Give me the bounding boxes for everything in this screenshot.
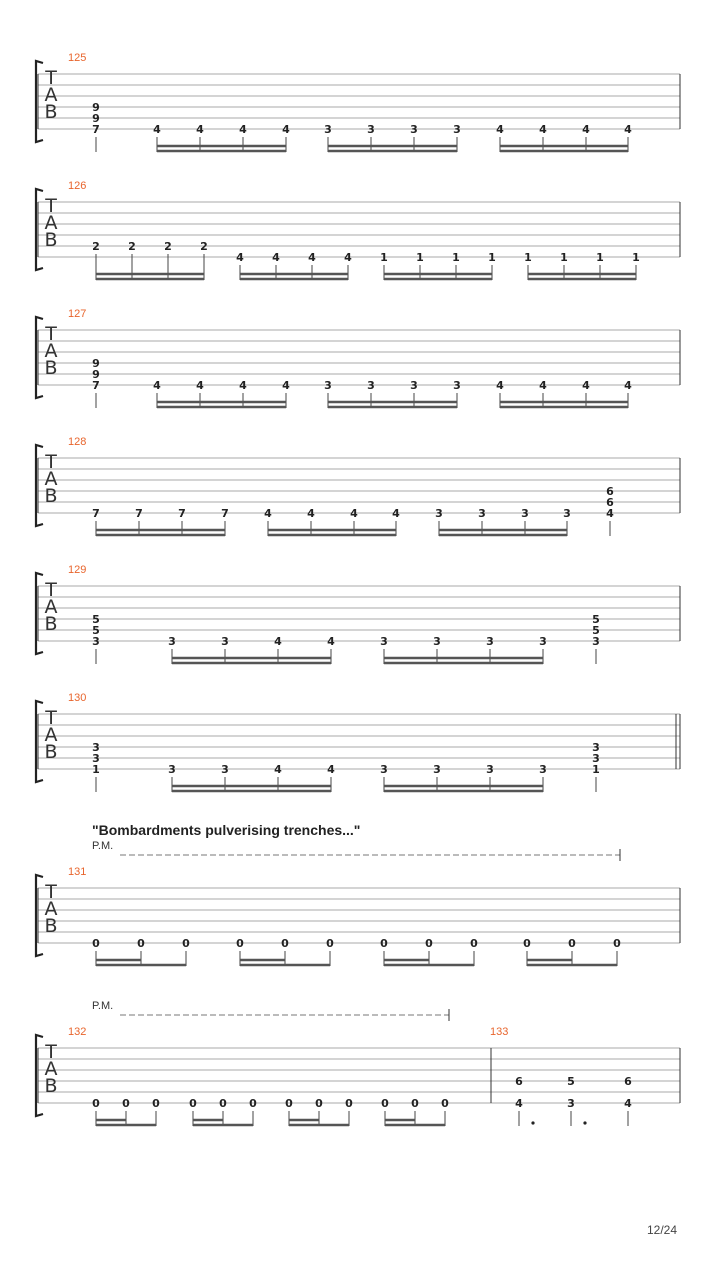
system-bracket [36,1035,43,1116]
fret-number: 4 [274,635,282,648]
fret-number: 3 [435,507,443,520]
fret-number: 3 [539,763,547,776]
fret-number: 0 [189,1097,197,1110]
fret-number: 1 [596,251,604,264]
tab-system [36,866,680,966]
fret-number: 1 [92,763,100,776]
fret-number: 3 [324,379,332,392]
fret-number: 3 [563,507,571,520]
fret-number: 9 [92,368,100,381]
system-bracket [36,61,43,142]
fret-number: 6 [606,496,614,509]
fret-number: 4 [624,1097,632,1110]
tab-clef-letter: T [45,579,57,601]
fret-number: 5 [92,613,100,626]
tab-clef-letter: T [45,707,57,729]
fret-number: 3 [367,123,375,136]
fret-number: 4 [308,251,316,264]
fret-number: 3 [367,379,375,392]
fret-number: 0 [219,1097,227,1110]
system-bracket [36,317,43,398]
measure-number: 130 [68,692,87,704]
rhythm-dot [531,1121,534,1124]
fret-number: 6 [606,485,614,498]
fret-number: 4 [274,763,282,776]
fret-number: 1 [452,251,460,264]
fret-number: 3 [433,635,441,648]
measure-number: 132 [68,1026,87,1038]
fret-number: 4 [153,123,161,136]
fret-number: 3 [221,763,229,776]
fret-number: 0 [568,937,576,950]
fret-number: 4 [196,123,204,136]
measure-number: 129 [68,564,87,576]
fret-number: 4 [496,379,504,392]
fret-number: 4 [196,379,204,392]
fret-number: 0 [345,1097,353,1110]
fret-number: 0 [137,937,145,950]
fret-number: 0 [236,937,244,950]
fret-number: 4 [264,507,272,520]
fret-number: 9 [92,112,100,125]
fret-number: 4 [282,379,290,392]
system-bracket [36,875,43,956]
fret-number: 4 [392,507,400,520]
tab-clef-letter: T [45,323,57,345]
fret-number: 0 [281,937,289,950]
tab-clef-letter: A [44,724,58,746]
tab-clef-letter: A [44,898,58,920]
fret-number: 0 [441,1097,449,1110]
measure-number: 131 [68,866,87,878]
fret-number: 0 [425,937,433,950]
fret-number: 0 [380,937,388,950]
fret-number: 4 [282,123,290,136]
fret-number: 3 [433,763,441,776]
tab-clef-letter: A [44,84,58,106]
fret-number: 2 [92,240,100,253]
fret-number: 2 [200,240,208,253]
fret-number: 4 [239,123,247,136]
tab-clef-letter: B [44,485,58,507]
tab-clef-letter: T [45,195,57,217]
tab-clef-letter: T [45,67,57,89]
fret-number: 4 [327,763,335,776]
tab-clef-letter: A [44,1058,58,1080]
fret-number: 3 [592,752,600,765]
fret-number: 7 [135,507,143,520]
fret-number: 3 [92,752,100,765]
fret-number: 4 [350,507,358,520]
fret-number: 9 [92,101,100,114]
tab-system [36,1026,680,1126]
fret-number: 4 [239,379,247,392]
system-bracket [36,573,43,654]
fret-number: 0 [613,937,621,950]
tab-system [36,436,680,536]
fret-number: 3 [410,379,418,392]
measure-number: 127 [68,308,87,320]
tab-clef-letter: B [44,357,58,379]
fret-number: 7 [92,123,100,136]
fret-number: 6 [624,1075,632,1088]
fret-number: 4 [344,251,352,264]
fret-number: 5 [592,613,600,626]
fret-number: 3 [453,379,461,392]
fret-number: 1 [488,251,496,264]
fret-number: 1 [560,251,568,264]
tab-clef-letter: T [45,451,57,473]
fret-number: 5 [92,624,100,637]
fret-number: 4 [307,507,315,520]
tab-clef-letter: B [44,915,58,937]
measure-number: 133 [490,1026,509,1038]
fret-number: 0 [285,1097,293,1110]
fret-number: 1 [524,251,532,264]
fret-number: 0 [92,1097,100,1110]
fret-number: 7 [92,379,100,392]
tab-clef-letter: B [44,741,58,763]
fret-number: 3 [410,123,418,136]
fret-number: 3 [478,507,486,520]
tab-system [36,692,680,792]
fret-number: 7 [221,507,229,520]
tab-clef-letter: B [44,1075,58,1097]
fret-number: 0 [411,1097,419,1110]
fret-number: 4 [624,123,632,136]
fret-number: 3 [380,763,388,776]
fret-number: 7 [92,507,100,520]
fret-number: 5 [592,624,600,637]
rhythm-dot [583,1121,586,1124]
fret-number: 3 [539,635,547,648]
fret-number: 4 [582,379,590,392]
tab-clef-letter: A [44,340,58,362]
fret-number: 0 [326,937,334,950]
lyric-text: "Bombardments pulverising trenches..." [92,822,361,838]
fret-number: 3 [92,635,100,648]
fret-number: 2 [128,240,136,253]
fret-number: 1 [416,251,424,264]
system-bracket [36,701,43,782]
fret-number: 1 [592,763,600,776]
system-bracket [36,445,43,526]
fret-number: 0 [315,1097,323,1110]
systems-layer [36,52,680,1126]
tab-clef-letter: A [44,212,58,234]
tab-clef-letter: B [44,101,58,123]
tab-clef-letter: B [44,613,58,635]
fret-number: 3 [592,635,600,648]
tab-clef-letter: A [44,596,58,618]
fret-number: 4 [582,123,590,136]
tab-clef-letter: B [44,229,58,251]
tab-system [36,52,680,152]
page-number: 12/24 [646,1223,677,1237]
fret-number: 0 [470,937,478,950]
fret-number: 3 [380,635,388,648]
fret-number: 0 [92,937,100,950]
palm-mute-label: P.M. [92,840,114,852]
fret-number: 6 [515,1075,523,1088]
fret-number: 3 [521,507,529,520]
system-bracket [36,189,43,270]
tab-clef-letter: T [45,881,57,903]
fret-number: 4 [624,379,632,392]
fret-number: 4 [327,635,335,648]
fret-number: 3 [168,635,176,648]
fret-number: 5 [567,1075,575,1088]
fret-number: 4 [272,251,280,264]
fret-number: 3 [486,763,494,776]
tab-clef-letter: A [44,468,58,490]
fret-number: 0 [122,1097,130,1110]
measure-number: 125 [68,52,87,64]
palm-mute-label: P.M. [92,1000,114,1012]
fret-number: 4 [539,379,547,392]
fret-number: 3 [221,635,229,648]
fret-number: 2 [164,240,172,253]
fret-number: 0 [523,937,531,950]
fret-number: 1 [380,251,388,264]
fret-number: 0 [182,937,190,950]
fret-number: 4 [496,123,504,136]
fret-number: 3 [92,741,100,754]
tab-system [36,564,680,664]
tab-system [36,308,680,408]
measure-number: 128 [68,436,87,448]
fret-number: 0 [152,1097,160,1110]
fret-number: 4 [153,379,161,392]
fret-number: 3 [592,741,600,754]
fret-number: 7 [178,507,186,520]
fret-number: 1 [632,251,640,264]
fret-number: 3 [486,635,494,648]
tab-system [36,180,680,280]
fret-number: 0 [249,1097,257,1110]
fret-number: 3 [567,1097,575,1110]
fret-number: 9 [92,357,100,370]
fret-number: 4 [539,123,547,136]
fret-number: 4 [236,251,244,264]
fret-number: 0 [381,1097,389,1110]
fret-number: 4 [606,507,614,520]
fret-number: 3 [324,123,332,136]
fret-number: 3 [453,123,461,136]
fret-number: 4 [515,1097,523,1110]
tab-clef-letter: T [45,1041,57,1063]
measure-number: 126 [68,180,87,192]
fret-number: 3 [168,763,176,776]
